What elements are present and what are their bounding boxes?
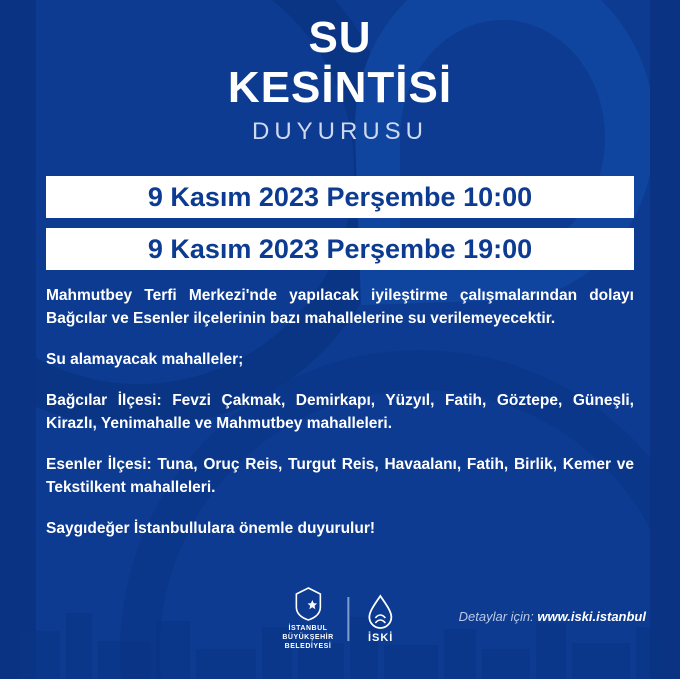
ibb-logo-text bbox=[282, 624, 333, 651]
district-bagcilar: Bağcılar İlçesi: Fevzi Çakmak, Demirkapı, Yüzyıl, Fatih, Göztepe, Güneşli, Kirazlı, Yenimahalle ve Mahmutbey mahalleleri. bbox=[46, 392, 634, 432]
announcement-body bbox=[46, 284, 634, 540]
details-link[interactable] bbox=[459, 609, 646, 624]
list-heading: Su alamayacak mahalleler; bbox=[46, 351, 244, 368]
outage-end-date: 9 Kasım 2023 Perşembe 19:00 bbox=[147, 233, 533, 264]
logo-group bbox=[282, 587, 397, 651]
closing-paragraph: Saygıdeğer İstanbullulara önemle duyurulur! bbox=[46, 520, 376, 537]
details-url[interactable]: www.iski.istanbul bbox=[537, 609, 646, 624]
ibb-emblem-icon bbox=[293, 587, 323, 621]
iski-emblem-icon bbox=[364, 594, 398, 630]
page-title-line-1: SU bbox=[308, 13, 372, 62]
details-label: Detaylar için: bbox=[458, 609, 534, 624]
page-subtitle: DUYURUSU bbox=[251, 118, 428, 145]
ibb-logo-text-line1: İSTANBUL bbox=[288, 625, 328, 632]
outage-end-date-bar bbox=[46, 228, 634, 270]
poster-footer bbox=[0, 587, 680, 657]
iski-emblem-svg bbox=[364, 594, 398, 630]
page-title-line-2: KESİNTİSİ bbox=[227, 63, 453, 112]
logo-divider bbox=[348, 597, 350, 641]
iski-logo-text: İSKİ bbox=[367, 632, 394, 644]
ibb-emblem-svg bbox=[293, 587, 323, 621]
intro-paragraph: Mahmutbey Terfi Merkezi'nde yapılacak iyileştirme çalışmalarından dolayı Bağcılar ve Esenler ilçelerinin bazı mahallelerine su verilemeyecektir. bbox=[46, 287, 634, 327]
ibb-logo-text-line3: BELEDİYESİ bbox=[284, 643, 332, 650]
ibb-logo-text-line2: BÜYÜKŞEHİR bbox=[282, 634, 334, 641]
outage-start-date: 9 Kasım 2023 Perşembe 10:00 bbox=[147, 181, 533, 212]
district-esenler: Esenler İlçesi: Tuna, Oruç Reis, Turgut Reis, Havaalanı, Fatih, Birlik, Kemer ve Tekstilkent mahalleleri. bbox=[46, 456, 634, 496]
outage-start-date-bar bbox=[46, 176, 634, 218]
iski-logo bbox=[364, 594, 398, 644]
poster-header bbox=[0, 14, 680, 146]
ibb-logo bbox=[282, 587, 333, 651]
